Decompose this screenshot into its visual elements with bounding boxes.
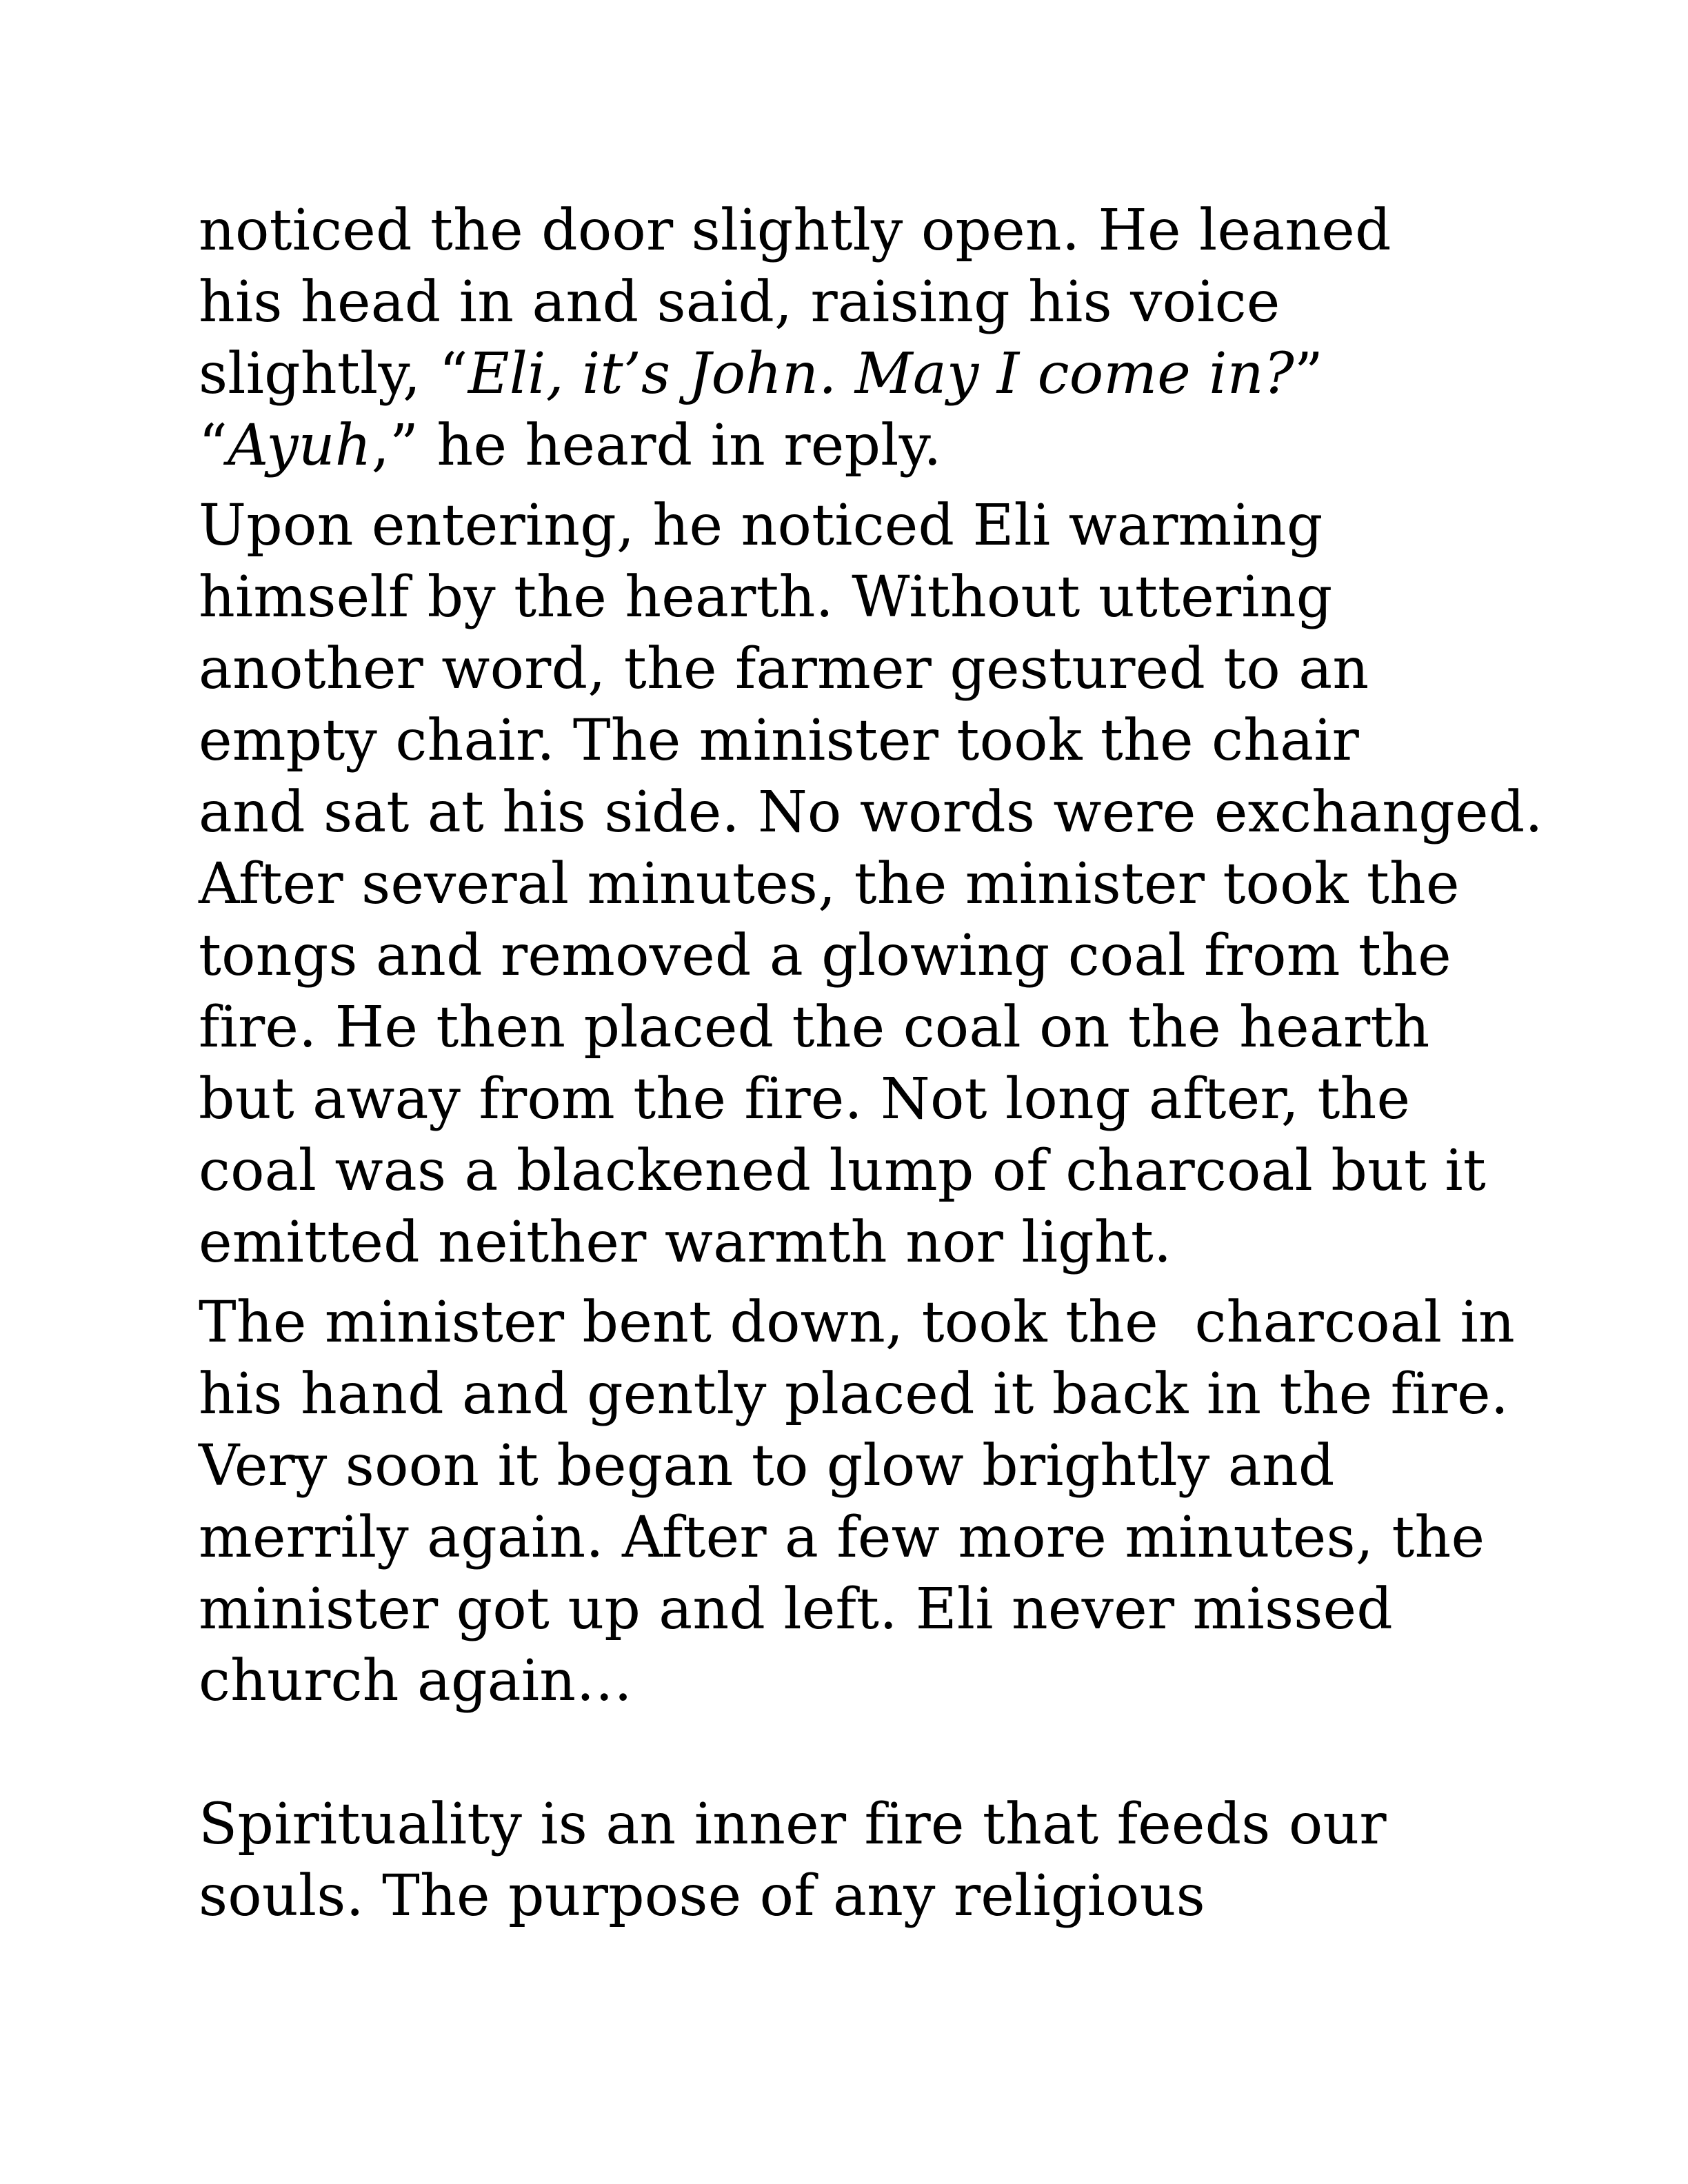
text-line (199, 267, 1578, 338)
text-line (199, 1064, 1578, 1135)
text-run: The minister bent down, took the charcoal in (199, 1290, 1515, 1355)
text-line (199, 1430, 1578, 1502)
paragraph-spacer (199, 482, 1578, 490)
text-run: his head in and said, raising his voice (199, 270, 1280, 335)
text-line (199, 490, 1578, 562)
text-line (199, 992, 1578, 1064)
text-line (199, 634, 1578, 705)
text-run: Upon entering, he noticed Eli warming (199, 493, 1323, 558)
italic-text-run: Eli, it’s John. May I come in? (468, 341, 1294, 407)
text-line (199, 1861, 1578, 1932)
text-run: noticed the door slightly open. He leaned (199, 198, 1391, 263)
text-line (199, 777, 1578, 849)
text-line (199, 1574, 1578, 1646)
text-line (199, 1789, 1578, 1861)
paragraph (199, 195, 1578, 482)
paragraph (199, 1287, 1578, 1717)
text-line (199, 849, 1578, 920)
text-line (199, 562, 1578, 634)
text-run: ,” he heard in reply. (371, 413, 942, 478)
italic-text-run: Ayuh (228, 413, 372, 478)
text-run: and sat at his side. No words were exchanged. (199, 780, 1543, 845)
text-run: church again… (199, 1648, 633, 1714)
text-run: merrily again. After a few more minutes, the (199, 1505, 1485, 1570)
text-run: slightly, “ (199, 341, 468, 407)
text-run: fire. He then placed the coal on the hearth (199, 995, 1430, 1060)
text-line (199, 1207, 1578, 1279)
text-line (199, 920, 1578, 992)
paragraph (199, 490, 1578, 1279)
paragraph-spacer (199, 1717, 1578, 1789)
text-run: but away from the fire. Not long after, the (199, 1066, 1411, 1132)
text-run: his hand and gently placed it back in the fire. (199, 1362, 1509, 1427)
text-run: After several minutes, the minister took the (199, 851, 1460, 917)
text-line (199, 195, 1578, 267)
paragraph-spacer (199, 1279, 1578, 1287)
text-run: Very soon it began to glow brightly and (199, 1433, 1335, 1499)
body-text (199, 195, 1578, 1932)
text-line (199, 1359, 1578, 1430)
text-run: emitted neither warmth nor light. (199, 1210, 1172, 1275)
text-run: himself by the hearth. Without uttering (199, 565, 1333, 630)
text-line (199, 1287, 1578, 1359)
text-run: another word, the farmer gestured to an (199, 636, 1369, 702)
text-line (199, 1502, 1578, 1574)
text-run: tongs and removed a glowing coal from the (199, 923, 1451, 989)
text-line (199, 338, 1578, 410)
text-run: empty chair. The minister took the chair (199, 708, 1360, 774)
text-run: Spirituality is an inner fire that feeds our (199, 1792, 1387, 1857)
text-run: coal was a blackened lump of charcoal but it (199, 1138, 1487, 1204)
text-line (199, 1135, 1578, 1207)
text-run: “ (199, 413, 228, 478)
text-run: ” (1294, 341, 1323, 407)
text-line (199, 1646, 1578, 1717)
text-run: minister got up and left. Eli never missed (199, 1577, 1393, 1642)
text-line (199, 410, 1578, 482)
text-run: souls. The purpose of any religious (199, 1863, 1205, 1929)
text-line (199, 705, 1578, 777)
paragraph (199, 1789, 1578, 1932)
